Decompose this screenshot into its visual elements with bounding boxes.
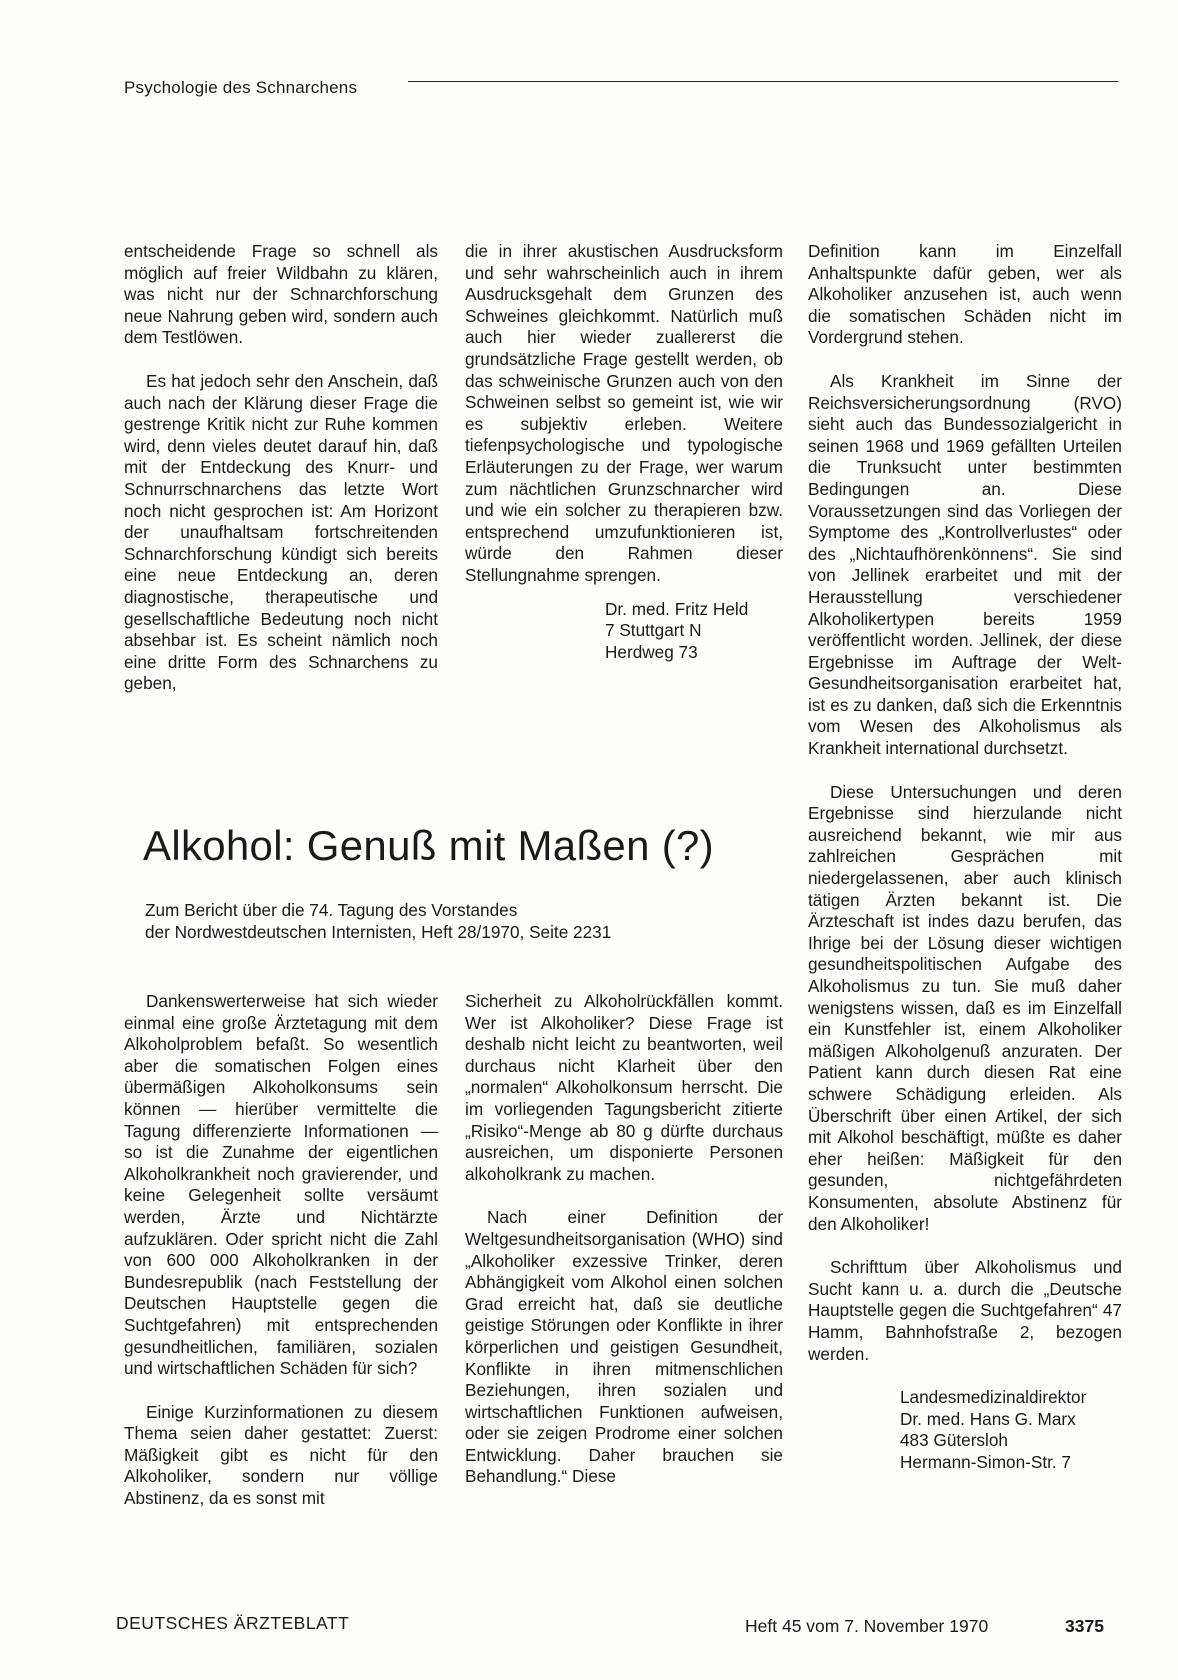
signature-line: 7 Stuttgart N <box>605 620 702 641</box>
article-signature <box>808 1387 1122 1473</box>
issue-info: Heft 45 vom 7. November 1970 <box>745 1616 989 1636</box>
paragraph: Schrifttum über Alkoholismus und Sucht kann u. a. durch die „Deutsche Hauptstelle gegen die Suchtgefahren“ 47 Hamm, Bahnhofstraße 2, bezogen werden. <box>808 1257 1122 1364</box>
signature-line: Hermann-Simon-Str. 7 <box>900 1451 1071 1472</box>
subtitle-line: Zum Bericht über die 74. Tagung des Vorstandes <box>145 900 518 920</box>
article-title: Alkohol: Genuß mit Maßen (?) <box>143 822 714 869</box>
paragraph: Dankenswerterweise hat sich wieder einmal eine große Ärztetagung mit dem Alkoholproblem befaßt. So wesentlich aber die somatischen Folgen eines übermäßigen Alkoholkonsums sein können — hierüber vermittelte die Tagung differenzierte Informationen — so ist die Zunahme der eigentlichen Alkoholkrankheit noch gravierender, und keine Gelegenheit sollte versäumt werden, Ärzte und Nichtärzte aufzuklären. Oder spricht nicht die Zahl von 600 000 Alkoholkranken in der Bundesrepublik (nach Feststellung der Deutschen Hauptstelle gegen die Suchtgefahren) mit entsprechenden gesundheitlichen, familiären, sozialen und wirtschaftlichen Schäden für sich? <box>124 991 438 1379</box>
paragraph: Als Krankheit im Sinne der Reichsversicherungsordnung (RVO) sieht auch das Bundessozialgericht in seinen 1968 und 1969 gefällten Urteilen die Trunksucht unter bestimmten Bedingungen an. Diese Voraussetzungen sind das Vorliegen der Symptome des „Kontrollverlustes“ oder des „Nichtaufhörenkönnens“. Sie sind von Jellinek erarbeitet und mit der Herausstellung verschiedener Alkoholikertypen bereits 1959 veröffentlicht worden. Jellinek, der diese Ergebnisse im Auftrage der Welt-Gesundheitsorganisation erarbeitet hat, ist es zu danken, daß sich die Erkenntnis vom Wesen des Alkoholismus als Krankheit international durchsetzt. <box>808 370 1122 759</box>
page-number: 3375 <box>1065 1616 1104 1636</box>
signature-line: 483 Gütersloh <box>900 1430 1008 1451</box>
header-rule <box>408 81 1118 82</box>
paragraph: Nach einer Definition der Weltgesundheitsorganisation (WHO) sind „Alkoholiker exzessive Trinker, deren Abhängigkeit vom Alkohol einen solchen Grad erreicht hat, daß sie deutliche geistige Störungen oder Konflikte in ihrer körperlichen und geistigen Gesundheit, Konflikte in ihren mitmenschlichen Beziehungen, ihren sozialen und wirtschaftlichen Funktionen aufweisen, oder sie zeigen Prodrome einer solchen Entwicklung. Daher brauchen sie Behandlung.“ Diese <box>465 1207 783 1487</box>
paragraph: Definition kann im Einzelfall Anhaltspunkte dafür geben, wer als Alkoholiker anzusehen ist, auch wenn die somatischen Schäden nicht im Vordergrund stehen. <box>808 241 1122 348</box>
journal-name: DEUTSCHES ÄRZTEBLATT <box>116 1613 350 1633</box>
article-subtitle <box>145 900 611 943</box>
paragraph: Diese Untersuchungen und deren Ergebnisse sind hierzulande nicht ausreichend bekannt, wie mir aus zahlreichen Gesprächen mit niedergelassenen, aber auch klinisch tätigen Ärzten bekannt ist. Die Ärzteschaft ist indes dazu berufen, das Ihrige bei der Lösung dieser wichtigen gesundheitspolitischen Aufgabe des Alkoholismus zu tun. Sie muß daher wenigstens wissen, daß es im Einzelfall ein Kunstfehler ist, einem Alkoholiker mäßigen Alkoholgenuß anzuraten. Der Patient kann durch diesen Rat eine schwere Schädigung erleiden. Als Überschrift über einen Artikel, der sich mit Alkohol beschäftigt, müßte es daher eher heißen: Mäßigkeit für den gesunden, nichtgefährdeten Konsumenten, absolute Abstinenz für den Alkoholiker! <box>808 781 1122 1234</box>
prev-article-column-2 <box>465 241 783 663</box>
paragraph: Sicherheit zu Alkoholrückfällen kommt. Wer ist Alkoholiker? Diese Frage ist deshalb nicht leicht zu beantworten, weil durchaus nicht Klarheit über den „normalen“ Alkoholkonsum herrscht. Die im vorliegenden Tagungsbericht zitierte „Risiko“-Menge ab 80 g dürfte durchaus ausreichen, um disponierte Personen alkoholkrank zu machen. <box>465 991 783 1184</box>
prev-article-column-1 <box>124 241 438 695</box>
signature-line: Landesmedizinaldirektor <box>900 1387 1087 1408</box>
prev-article-signature <box>465 599 783 664</box>
paragraph: Es hat jedoch sehr den Anschein, daß auch nach der Klärung dieser Frage die gestrenge Kritik nicht zur Ruhe kommen wird, denn vieles deutet darauf hin, daß mit der Entdeckung des Knurr- und Schnurrschnarchens das letzte Wort noch nicht gesprochen ist: Am Horizont der unaufhaltsam fortschreitenden Schnarchforschung kündigt sich bereits eine neue Entdeckung an, deren diagnostische, therapeutische und gesellschaftliche Bedeutung noch nicht absehbar ist. Es scheint nämlich noch eine dritte Form des Schnarchens zu geben, <box>124 370 438 694</box>
signature-line: Dr. med. Hans G. Marx <box>900 1408 1076 1429</box>
signature-line: Herdweg 73 <box>605 641 698 662</box>
paragraph: entscheidende Frage so schnell als möglich auf freier Wildbahn zu klären, was nicht nur der Schnarchforschung neue Nahrung geben wird, sondern auch dem Testlöwen. <box>124 241 438 348</box>
article-column-3 <box>808 241 1122 1473</box>
article-column-2 <box>465 991 783 1488</box>
section-title: Psychologie des Schnarchens <box>124 78 358 97</box>
paragraph: Einige Kurzinformationen zu diesem Thema seien daher gestattet: Zuerst: Mäßigkeit gibt es nicht für den Alkoholiker, sondern nur völlige Abstinenz, da es sonst mit <box>124 1401 438 1509</box>
subtitle-line: der Nordwestdeutschen Internisten, Heft 28/1970, Seite 2231 <box>145 921 612 942</box>
signature-line: Dr. med. Fritz Held <box>605 598 749 619</box>
paragraph: die in ihrer akustischen Ausdrucksform und sehr wahrscheinlich auch in ihrem Ausdrucksgehalt dem Grunzen des Schweines gleichkommt. Natürlich muß auch hier wieder zuallererst die grundsätzliche Frage gestellt werden, ob das schweinische Grunzen auch von den Schweinen selbst so gemeint ist, wie wir es subjektiv erleben. Weitere tiefenpsychologische und typologische Erläuterungen zu der Frage, wer warum zum nächtlichen Grunzschnarcher wird und wie ein solcher zu therapieren bzw. entsprechend umzufunktionieren ist, würde den Rahmen dieser Stellungnahme sprengen. <box>465 241 783 585</box>
article-column-1 <box>124 991 438 1510</box>
